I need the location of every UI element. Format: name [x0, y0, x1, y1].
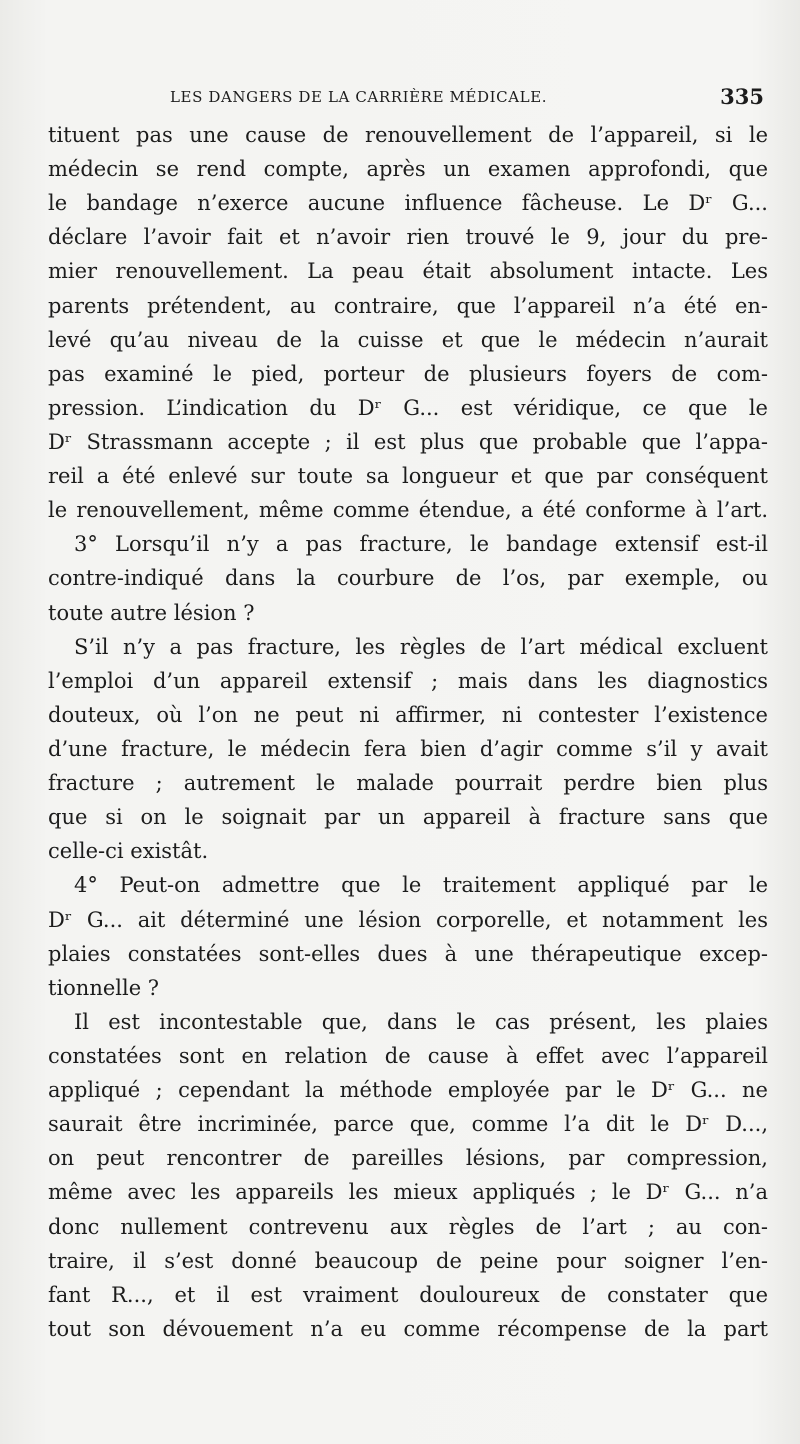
text-line: fant R..., et il est vraiment douloureux de constater que	[48, 1282, 768, 1307]
text-line: médecin se rend compte, après un examen approfondi, que	[48, 157, 768, 182]
text-line: tionnelle ?	[48, 975, 160, 1000]
text-line: Dʳ G... ait déterminé une lésion corporelle, et notamment les	[48, 907, 768, 932]
text-line: tout son dévouement n’a eu comme récompense de la part	[48, 1316, 768, 1341]
text-line: on peut rencontrer de pareilles lésions, par compression,	[48, 1146, 768, 1171]
text-line: parents prétendent, au contraire, que l’appareil n’a été en-	[48, 293, 768, 318]
text-line: que si on le soignait par un appareil à fracture sans que	[48, 805, 768, 830]
text-line: fracture ; autrement le malade pourrait perdre bien plus	[48, 771, 768, 796]
text-line: Il est incontestable que, dans le cas présent, les plaies	[74, 1009, 768, 1034]
text-line: donc nullement contrevenu aux règles de l’art ; au con-	[48, 1214, 768, 1239]
text-line: constatées sont en relation de cause à effet avec l’appareil	[48, 1043, 768, 1068]
text-line: celle-ci existât.	[48, 839, 209, 864]
running-head: LES DANGERS DE LA CARRIÈRE MÉDICALE.	[170, 88, 548, 106]
text-line: traire, il s’est donné beaucoup de peine pour soigner l’en-	[48, 1248, 768, 1273]
page-header	[48, 84, 768, 114]
text-line: même avec les appareils les mieux appliqués ; le Dʳ G... n’a	[48, 1180, 768, 1205]
text-line: 4° Peut-on admettre que le traitement appliqué par le	[74, 873, 768, 898]
text-line: déclare l’avoir fait et n’avoir rien trouvé le 9, jour du pre-	[48, 225, 768, 250]
text-line: appliqué ; cependant la méthode employée par le Dʳ G... ne	[48, 1078, 768, 1103]
text-line: levé qu’au niveau de la cuisse et que le médecin n’aurait	[48, 327, 768, 352]
text-line: l’emploi d’un appareil extensif ; mais dans les diagnostics	[48, 668, 768, 693]
text-line: S’il n’y a pas fracture, les règles de l’art médical excluent	[74, 634, 768, 659]
page-number: 335	[720, 84, 764, 109]
text-line: plaies constatées sont-elles dues à une thérapeutique excep-	[48, 941, 768, 966]
text-line: 3° Lorsqu’il n’y a pas fracture, le bandage extensif est-il	[74, 532, 768, 557]
text-line: douteux, où l’on ne peut ni affirmer, ni contester l’existence	[48, 702, 768, 727]
body-text	[48, 118, 768, 1346]
text-line: le bandage n’exerce aucune influence fâcheuse. Le Dʳ G...	[48, 191, 768, 216]
text-line: Dʳ Strassmann accepte ; il est plus que probable que l’appa-	[48, 429, 768, 454]
text-line: pression. L’indication du Dʳ G... est véridique, ce que le	[48, 395, 768, 420]
text-line: contre-indiqué dans la courbure de l’os, par exemple, ou	[48, 566, 768, 591]
text-line: saurait être incriminée, parce que, comme l’a dit le Dʳ D...,	[48, 1112, 768, 1137]
text-line: tituent pas une cause de renouvellement de l’appareil, si le	[48, 123, 768, 147]
text-line: toute autre lésion ?	[48, 600, 255, 625]
text-line: d’une fracture, le médecin fera bien d’agir comme s’il y avait	[48, 736, 768, 761]
text-line: mier renouvellement. La peau était absolument intacte. Les	[48, 259, 768, 284]
text-line: le renouvellement, même comme étendue, a été conforme à l’art.	[48, 498, 768, 523]
text-line: pas examiné le pied, porteur de plusieurs foyers de com-	[48, 361, 768, 386]
text-line: reil a été enlevé sur toute sa longueur et que par conséquent	[48, 464, 768, 489]
